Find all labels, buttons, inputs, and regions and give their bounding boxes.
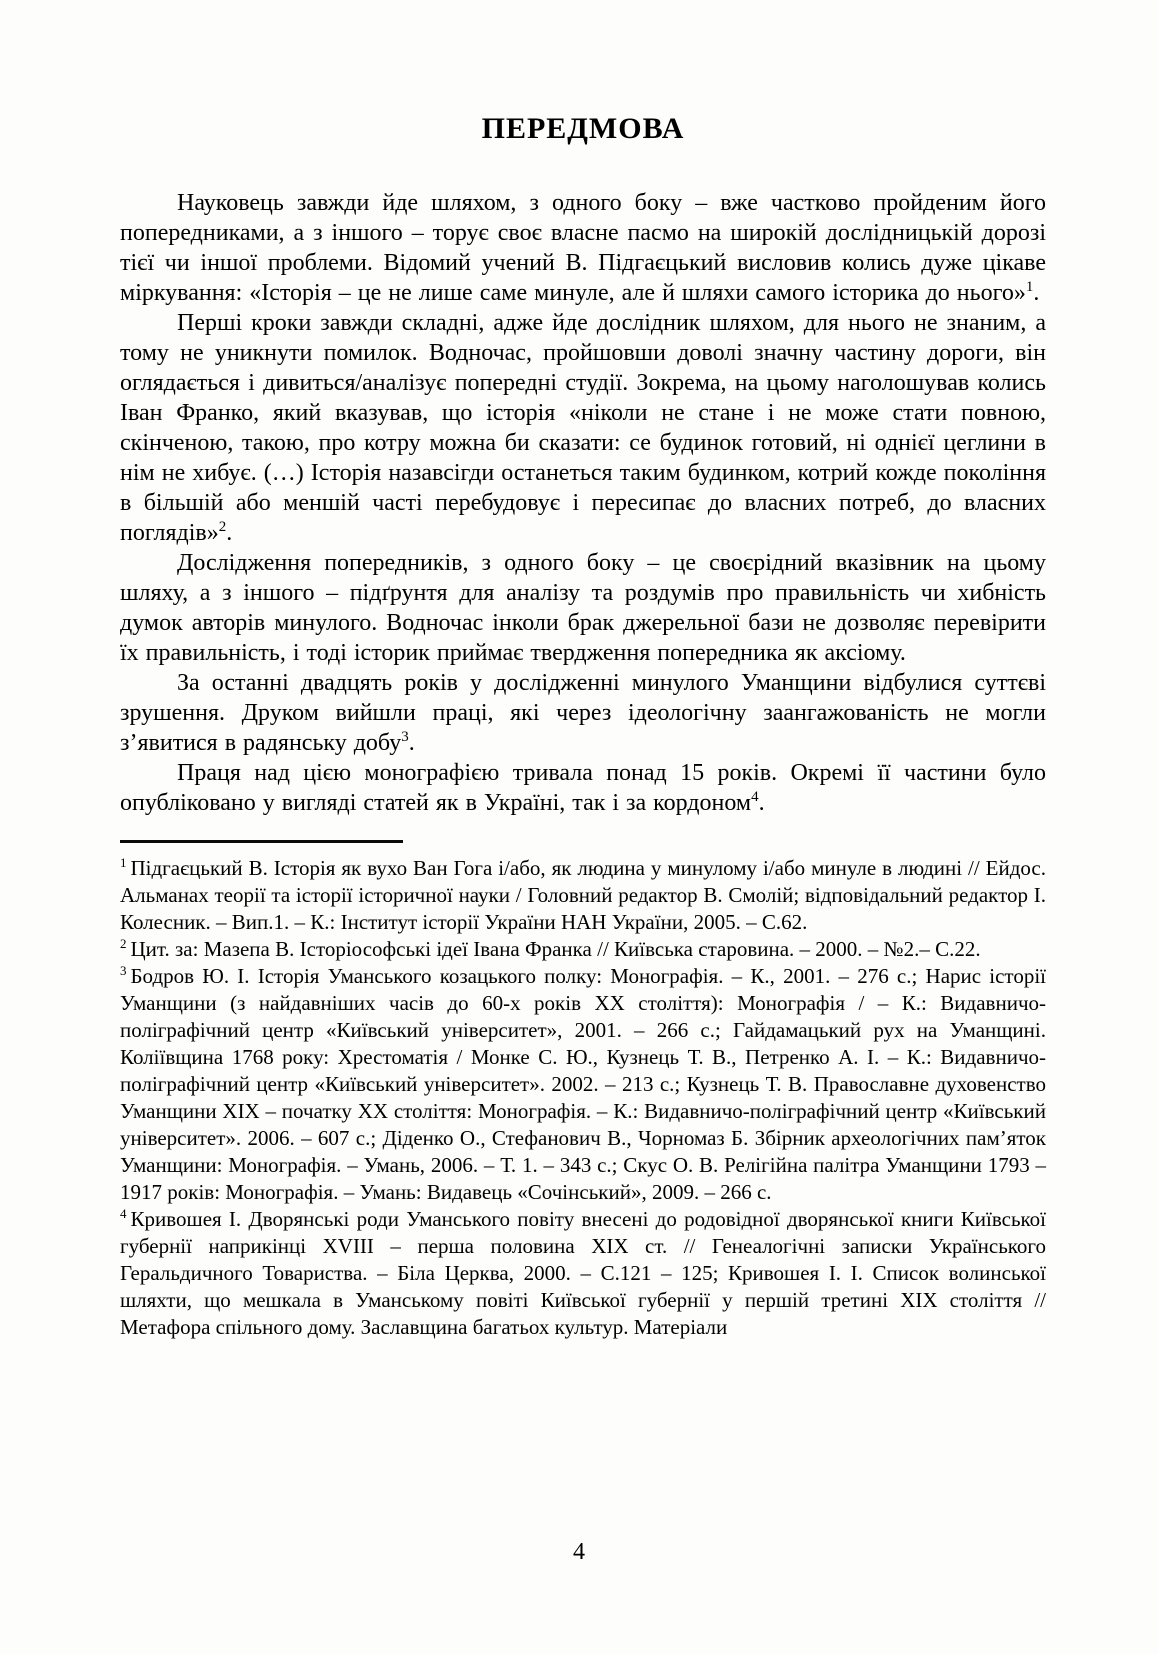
paragraph [120,668,1046,758]
footnote-ref: 3 [401,729,409,745]
footnote-marker: 4 [120,1206,127,1221]
paragraph-text: Науковець завжди йде шляхом, з одного боку – вже частково пройденим його попередниками, а з іншого – торує своє власне пасмо на широкій дослідницькій дорозі тієї чи іншої проблеми. Відомий учений В. Підгаєцький висловив колись дуже цікаве міркування: «Історія – це не лише саме минуле, але й шляхи самого історика до нього» [120,190,1046,306]
footnote-ref: 1 [1025,279,1034,295]
page-title: ПЕРЕДМОВА [481,112,685,145]
paragraph [120,308,1046,548]
footnote-ref: 4 [751,789,759,805]
paragraph [120,758,1046,818]
paragraph-text: Дослідження попередників, з одного боку – це своєрідний вказівник на цьому шляху, а з іншого – підґрунтя для аналізу та роздумів про правильність чи хибність думок авторів минулого. Водночас інколи брак джерельної бази не дозволяє перевірити їх правильність, і тоді історик приймає твердження попередника як аксіому. [120,550,1046,666]
paragraph-suffix: . [1033,280,1040,306]
paragraph-text: За останні двадцять років у дослідженні минулого Уманщини відбулися суттєві зрушення. Друком вийшли праці, які через ідеологічну заангажованість не могли з’явитися в радянську добу [120,670,1046,756]
body-text [120,188,1046,818]
footnote-text: Цит. за: Мазепа В. Історіософські ідеї Івана Франка // Київська старовина. – 2000. – №2.– С.22. [130,937,981,961]
paragraph-suffix: . [758,790,765,816]
footnote-ref: 2 [218,519,227,535]
footnote [120,936,1046,963]
footnote [120,1206,1046,1341]
footnote-separator [120,840,403,843]
footnote-marker: 3 [120,963,127,978]
paragraph-suffix: . [226,520,233,546]
footnote-text: Бодров Ю. І. Історія Уманського козацького полку: Монографія. – К., 2001. – 276 с.; Нарис історії Уманщини (з найдавніших часів до 60-х років ХХ століття): Монографія / – К.: Видавничо-поліграфічний центр «Київський університет», 2001. – 266 с.; Гайдамацький рух на Уманщині. Коліївщина 1768 року: Хрестоматія / Монке С. Ю., Кузнець Т. В., Петренко А. І. – К.: Видавничо-поліграфічний центр «Київський університет». 2002. – 213 с.; Кузнець Т. В. Православне духовенство Уманщини ХІХ – початку ХХ століття: Монографія. – К.: Видавничо-поліграфічний центр «Київський університет». 2006. – 607 с.; Діденко О., Стефанович В., Чорномаз Б. Збірник археологічних пам’яток Уманщини: Монографія. – Умань, 2006. – Т. 1. – 343 с.; Скус О. В. Релігійна палітра Уманщини 1793 – 1917 років: Монографія. – Умань: Видавець «Сочінський», 2009. – 266 с. [120,964,1046,1204]
footnotes-section [120,855,1046,1341]
paragraph-text: Праця над цією монографією тривала понад 15 років. Окремі її частини було опубліковано у вигляді статей як в Україні, так і за кордоном [120,760,1046,816]
page-number: 4 [573,1539,585,1565]
footnote-text: Кривошея І. Дворянські роди Уманського повіту внесені до родовідної дворянської книги Київської губернії наприкінці XVIII – перша половина ХІХ ст. // Генеалогічні записки Українського Геральдичного Товариства. – Біла Церква, 2000. – С.121 – 125; Кривошея І. І. Список волинської шляхти, що мешкала в Уманському повіті Київської губернії у першій третині ХІХ століття // Метафора спільного дому. Заславщина багатьох культур. Матеріали [120,1207,1046,1339]
paragraph-suffix: . [408,730,415,756]
footnote-marker: 1 [120,855,127,870]
footnote-marker: 2 [120,936,127,951]
paragraph [120,548,1046,668]
text-block [120,112,1046,1341]
paragraph [120,188,1046,308]
paragraph-text: Перші кроки завжди складні, адже йде дослідник шляхом, для нього не знаним, а тому не уникнути помилок. Водночас, пройшовши доволі значну частину дороги, він оглядається і дивиться/аналізує попередні студії. Зокрема, на цьому наголошував колись Іван Франко, який вказував, що історія «ніколи не стане і не може стати повною, скінченою, такою, про котру можна би сказати: се будинок готовий, ні однієї цеглини в нім не хибує. (…) Історія назавсігди останеться таким будинком, котрий кожде покоління в більшій або меншій часті перебудовує і пересипає до власних потреб, до власних поглядів» [120,310,1046,546]
footnote-text: Підгаєцький В. Історія як вухо Ван Гога і/або, як людина у минулому і/або минуле в людині // Ейдос. Альманах теорії та історії історичної науки / Головний редактор В. Смолій; відповідальний редактор І. Колесник. – Вип.1. – К.: Інститут історії України НАН України, 2005. – С.62. [120,856,1046,934]
footnote [120,855,1046,936]
footnote [120,963,1046,1206]
